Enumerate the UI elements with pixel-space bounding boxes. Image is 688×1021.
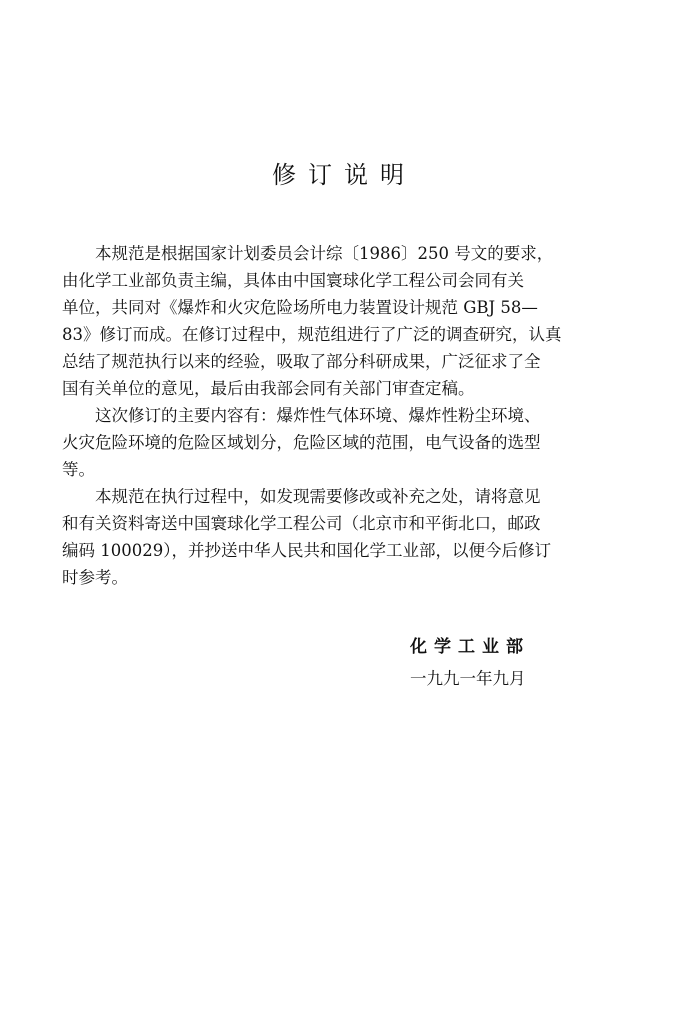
paragraph-main-contents [62,402,622,483]
document-body [62,240,622,591]
signature-date: 一九九一年九月 [410,669,526,688]
paragraph-line: 单位，共同对《爆炸和火灾危险场所电力装置设计规范 GBJ 58— [62,298,538,317]
paragraph-line: 总结了规范执行以来的经验，吸取了部分科研成果，广泛征求了全 [62,352,541,371]
paragraph-line: 本规范是根据国家计划委员会计综〔1986〕250 号文的要求， [95,244,554,263]
paragraph-line: 等。 [62,460,95,479]
paragraph-line: 这次修订的主要内容有：爆炸性气体环境、爆炸性粉尘环境、 [95,406,541,425]
paragraph-line: 由化学工业部负责主编，具体由中国寰球化学工程公司会同有关 [62,271,524,290]
paragraph-line: 国有关单位的意见，最后由我部会同有关部门审查定稿。 [62,379,475,398]
paragraph-line: 编码 100029），并抄送中华人民共和国化学工业部，以便今后修订 [62,541,551,560]
signature-block [410,634,630,692]
paragraph-line: 83》修订而成。在修订过程中，规范组进行了广泛的调查研究，认真 [62,325,562,344]
paragraph-line: 本规范在执行过程中，如发现需要修改或补充之处，请将意见 [95,487,541,506]
paragraph-feedback [62,483,622,591]
page-title: 修订说明 [272,161,416,189]
signature-organization: 化学工业部 [410,637,530,657]
paragraph-revision-basis [62,240,622,402]
paragraph-line: 和有关资料寄送中国寰球化学工程公司（北京市和平街北口，邮政 [62,514,541,533]
paragraph-line: 时参考。 [62,568,128,587]
paragraph-line: 火灾危险环境的危险区域划分，危险区域的范围，电气设备的选型 [62,433,541,452]
